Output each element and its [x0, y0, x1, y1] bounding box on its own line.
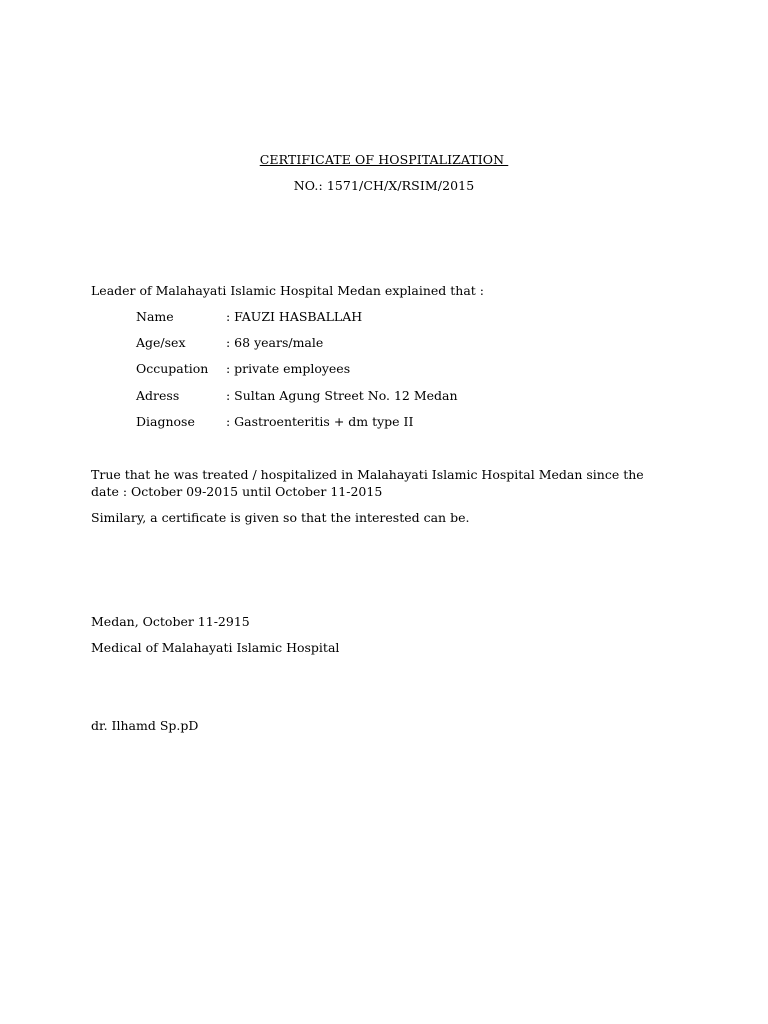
- detail-value: : FAUZI HASBALLAH: [226, 309, 363, 324]
- detail-label: Occupation: [136, 361, 209, 377]
- signatory-name: dr. Ilhamd Sp.pD: [91, 718, 199, 733]
- detail-label: Adress: [136, 387, 180, 403]
- detail-label: Age/sex: [136, 335, 186, 351]
- detail-value: : 68 years/male: [226, 335, 324, 351]
- intro-text: Leader of Malahayati Islamic Hospital Medan explained that :: [91, 283, 484, 298]
- place-date: Medan, October 11-2915: [91, 614, 250, 629]
- detail-label: Diagnose: [136, 413, 195, 429]
- detail-value: : private employees: [226, 361, 351, 377]
- issuer: Medical of Malahayati Islamic Hospital: [91, 640, 340, 655]
- hospitalization-statement: True that he was treated / hospitalized in Malahayati Islamic Hospital Medan since the date : October 09-2015 until October 11-2015: [91, 467, 644, 499]
- detail-value: : Gastroenteritis + dm type II: [226, 413, 414, 429]
- detail-value: : Sultan Agung Street No. 12 Medan: [226, 387, 458, 403]
- certificate-number: NO.: 1571/CH/X/RSIM/2015: [293, 178, 475, 193]
- certificate-title: CERTIFICATE OF HOSPITALIZATION: [259, 152, 509, 167]
- detail-label: Name: [136, 309, 174, 324]
- closing-statement: Similary, a certificate is given so that the interested can be.: [91, 510, 470, 525]
